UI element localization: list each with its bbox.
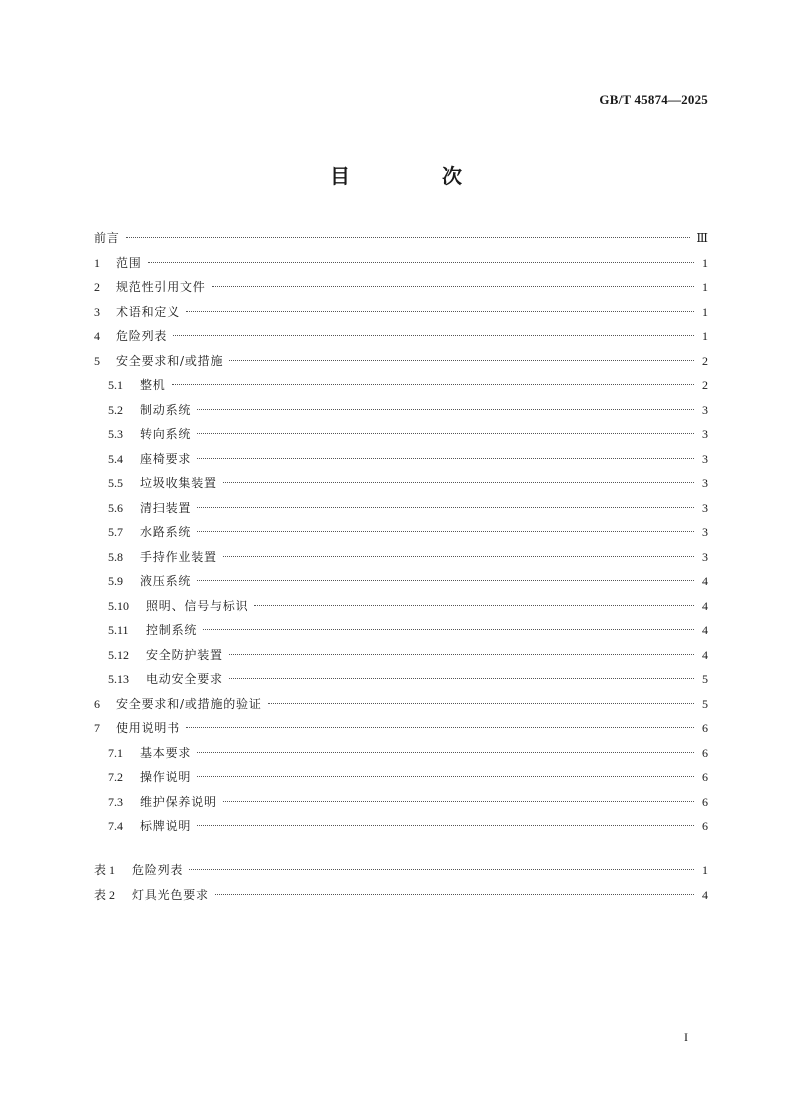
list-of-tables [94, 858, 708, 907]
toc-entry[interactable] [94, 716, 708, 741]
toc-entry-page: 3 [702, 525, 708, 539]
toc-entry[interactable] [94, 814, 708, 839]
toc-entry-label: 照明、信号与标识 [146, 598, 249, 613]
toc-entry-page: 1 [702, 329, 708, 343]
toc-entry-label: 垃圾收集装置 [140, 476, 217, 490]
toc-entry-page: 4 [702, 887, 708, 902]
dot-leader [148, 262, 694, 263]
toc-entry[interactable] [94, 226, 708, 251]
dot-leader [268, 703, 694, 704]
toc-entry-label: 规范性引用文件 [116, 280, 206, 294]
toc-entry-number: 5.13 [108, 672, 129, 686]
dot-leader [229, 360, 694, 361]
toc-entry-label: 控制系统 [146, 623, 198, 637]
toc-entry[interactable] [94, 618, 708, 643]
toc-entry-page: 3 [702, 500, 708, 515]
toc-entry-label: 基本要求 [140, 745, 192, 760]
toc-entry-page: 5 [702, 672, 708, 686]
dot-leader [223, 482, 694, 483]
toc-entry-number: 4 [94, 329, 100, 343]
toc-entry-label: 清扫装置 [140, 500, 192, 515]
toc-entry-number: 7.2 [108, 770, 123, 784]
toc-entry-label: 危险列表 [132, 863, 184, 877]
dot-leader [215, 894, 694, 895]
page-number: I [684, 1030, 688, 1044]
toc-entry-number: 5.11 [108, 623, 129, 637]
dot-leader [254, 605, 694, 606]
toc-entry-page: 1 [702, 863, 708, 877]
toc-entry-number: 6 [94, 696, 100, 711]
toc-entry-label: 手持作业装置 [140, 549, 217, 564]
toc-entry[interactable] [94, 741, 708, 766]
toc-entry-page: 4 [702, 647, 708, 662]
toc-entry[interactable] [94, 667, 708, 692]
table-list-entry[interactable] [94, 883, 708, 908]
table-of-contents [94, 226, 708, 839]
toc-entry-label: 操作说明 [140, 770, 192, 784]
dot-leader [229, 654, 694, 655]
toc-entry[interactable] [94, 692, 708, 717]
toc-entry-page: 1 [702, 304, 708, 319]
toc-entry-number: 5.2 [108, 402, 123, 417]
dot-leader [197, 825, 694, 826]
toc-entry[interactable] [94, 520, 708, 545]
toc-entry-page: 1 [702, 280, 708, 294]
toc-entry-number: 5 [94, 353, 100, 368]
toc-entry[interactable] [94, 594, 708, 619]
toc-entry-page: 2 [702, 378, 708, 392]
toc-entry[interactable] [94, 790, 708, 815]
toc-entry-number: 2 [94, 280, 100, 294]
toc-entry-label: 术语和定义 [116, 304, 181, 319]
toc-entry-page: 3 [702, 427, 708, 441]
toc-entry[interactable] [94, 324, 708, 349]
toc-entry-page: 1 [702, 255, 708, 270]
toc-entry[interactable] [94, 373, 708, 398]
dot-leader [186, 727, 694, 728]
toc-entry-label: 制动系统 [140, 402, 192, 417]
toc-entry[interactable] [94, 643, 708, 668]
dot-leader [186, 311, 694, 312]
toc-entry-number: 表 2 [94, 887, 116, 902]
toc-entry[interactable] [94, 422, 708, 447]
toc-entry-page: 4 [702, 574, 708, 588]
toc-entry-page: 6 [702, 745, 708, 760]
toc-entry-page: 5 [702, 696, 708, 711]
toc-entry-number: 5.8 [108, 549, 123, 564]
dot-leader [126, 237, 691, 238]
toc-entry-number: 5.12 [108, 647, 129, 662]
toc-entry[interactable] [94, 496, 708, 521]
toc-entry-number: 5.1 [108, 378, 123, 392]
toc-entry-label: 安全要求和/或措施 [116, 353, 224, 368]
toc-entry-number: 5.7 [108, 525, 123, 539]
toc-entry-page: 4 [702, 623, 708, 637]
dot-leader [223, 801, 694, 802]
toc-entry-number: 7.3 [108, 794, 123, 809]
standard-code: GB/T 45874—2025 [599, 92, 708, 107]
toc-entry-label: 座椅要求 [140, 451, 192, 466]
toc-entry-number: 1 [94, 255, 100, 270]
toc-entry-label: 电动安全要求 [146, 672, 223, 686]
toc-entry-number: 7 [94, 721, 100, 735]
toc-entry-number: 5.3 [108, 427, 123, 441]
dot-leader [197, 776, 694, 777]
dot-leader [197, 458, 694, 459]
toc-entry[interactable] [94, 471, 708, 496]
toc-entry-number: 3 [94, 304, 100, 319]
toc-entry[interactable] [94, 251, 708, 276]
toc-entry[interactable] [94, 447, 708, 472]
toc-entry[interactable] [94, 545, 708, 570]
table-list-entry[interactable] [94, 858, 708, 883]
dot-leader [197, 580, 694, 581]
toc-entry-page: 6 [702, 770, 708, 784]
toc-entry-number: 5.4 [108, 451, 123, 466]
toc-entry-number: 7.1 [108, 745, 123, 760]
toc-entry-label: 标牌说明 [140, 819, 192, 833]
dot-leader [197, 409, 694, 410]
toc-entry-number: 5.10 [108, 598, 129, 613]
toc-entry-page: 3 [702, 451, 708, 466]
toc-entry-page: 2 [702, 353, 708, 368]
dot-leader [197, 531, 694, 532]
toc-entry-page: 3 [702, 402, 708, 417]
dot-leader [197, 433, 694, 434]
toc-entry-page: 3 [702, 476, 708, 490]
dot-leader [173, 335, 694, 336]
toc-entry[interactable] [94, 398, 708, 423]
toc-entry-label: 安全防护装置 [146, 647, 223, 662]
toc-entry-number: 5.5 [108, 476, 123, 490]
toc-entry-number: 7.4 [108, 819, 123, 833]
dot-leader [189, 869, 694, 870]
toc-entry-label: 范围 [116, 255, 142, 270]
toc-entry-page: 6 [702, 819, 708, 833]
dot-leader [212, 286, 694, 287]
toc-entry-page: Ⅲ [696, 231, 708, 245]
toc-entry-page: 3 [702, 549, 708, 564]
toc-entry[interactable] [94, 275, 708, 300]
toc-entry-label: 灯具光色要求 [132, 887, 209, 902]
toc-entry-label: 水路系统 [140, 525, 192, 539]
dot-leader [172, 384, 694, 385]
toc-entry[interactable] [94, 765, 708, 790]
toc-entry-number: 5.9 [108, 574, 123, 588]
toc-entry-page: 6 [702, 794, 708, 809]
dot-leader [197, 507, 694, 508]
toc-entry-label: 危险列表 [116, 329, 168, 343]
dot-leader [197, 752, 694, 753]
toc-entry[interactable] [94, 569, 708, 594]
toc-entry-label: 转向系统 [140, 427, 192, 441]
toc-entry-number: 表 1 [94, 863, 116, 877]
toc-entry-label: 使用说明书 [116, 721, 181, 735]
dot-leader [223, 556, 694, 557]
toc-entry-label: 安全要求和/或措施的验证 [116, 696, 262, 711]
toc-entry-page: 4 [702, 598, 708, 613]
dot-leader [203, 629, 694, 630]
toc-entry[interactable] [94, 300, 708, 325]
toc-entry-label: 液压系统 [140, 574, 192, 588]
dot-leader [229, 678, 694, 679]
toc-entry[interactable] [94, 349, 708, 374]
toc-entry-number: 5.6 [108, 500, 123, 515]
toc-entry-page: 6 [702, 721, 708, 735]
page-title: 目 次 [330, 164, 498, 188]
toc-entry-label: 前言 [94, 231, 120, 245]
toc-entry-label: 维护保养说明 [140, 794, 217, 809]
toc-entry-label: 整机 [140, 378, 166, 392]
